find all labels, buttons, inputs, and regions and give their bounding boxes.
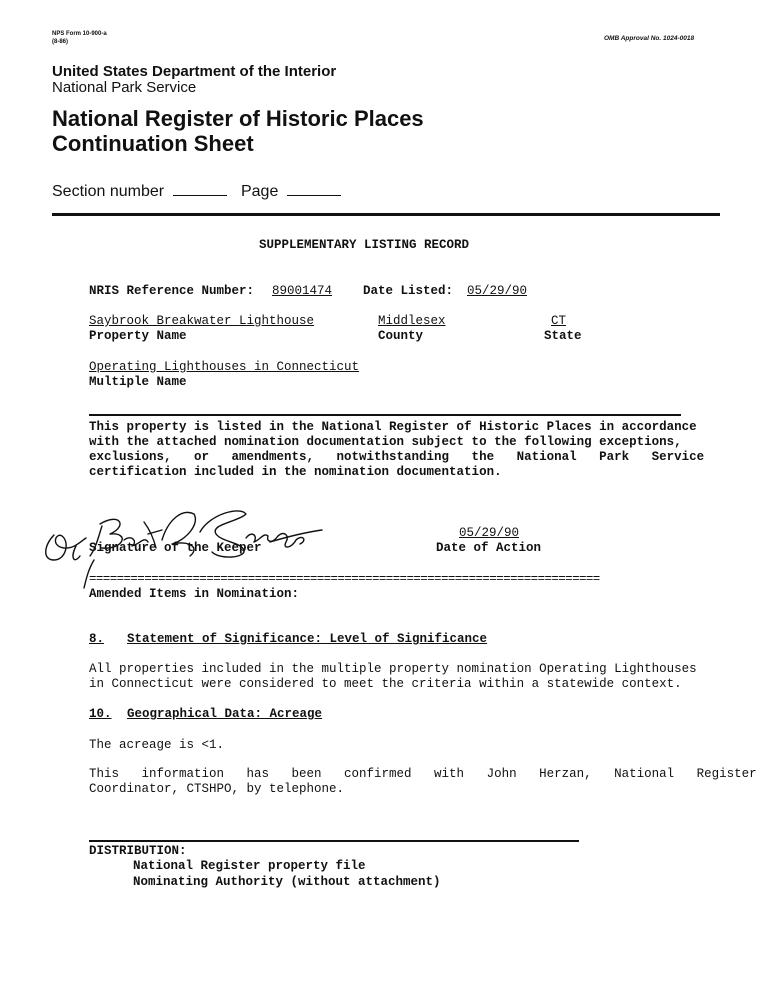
double-line-separator: ========================================================================== (89, 572, 600, 586)
date-listed-label: Date Listed: (363, 284, 454, 298)
section-number-label: Section number (52, 183, 165, 200)
nris-label: NRIS Reference Number: (89, 284, 255, 298)
distribution-item-1: National Register property file (133, 859, 366, 873)
state-value: CT (551, 314, 567, 328)
certification-line-4: certification included in the nomination documentation. (89, 465, 502, 479)
page-subtitle: Continuation Sheet (52, 131, 254, 156)
nris-number: 89001474 (272, 284, 333, 298)
item-8-title: Statement of Significance: Level of Significance (127, 632, 488, 646)
record-heading: SUPPLEMENTARY LISTING RECORD (259, 238, 470, 252)
item-8-line-1: All properties included in the multiple property nomination Operating Lighthouses (89, 662, 697, 676)
item-10-number: 10. (89, 707, 112, 721)
property-name-label: Property Name (89, 329, 187, 343)
distribution-item-2: Nominating Authority (without attachment) (133, 875, 441, 889)
distribution-divider (89, 840, 579, 842)
multiple-name-label: Multiple Name (89, 375, 187, 389)
amended-items-heading: Amended Items in Nomination: (89, 587, 300, 601)
county-label: County (378, 329, 424, 343)
section-number-field (52, 181, 341, 201)
section-number-blank (173, 181, 227, 196)
confirmation-line-2: Coordinator, CTSHPO, by telephone. (89, 782, 345, 796)
distribution-heading: DISTRIBUTION: (89, 844, 187, 858)
property-name-value: Saybrook Breakwater Lighthouse (89, 314, 315, 328)
date-listed-value: 05/29/90 (467, 284, 528, 298)
action-date-value: 05/29/90 (459, 526, 520, 540)
page-label: Page (240, 183, 279, 200)
page-title: National Register of Historic Places (52, 106, 424, 131)
certification-line-2: with the attached nomination documentation subject to the following exceptions, (89, 435, 682, 449)
multiple-name-value: Operating Lighthouses in Connecticut (89, 360, 360, 374)
item-8-line-2: in Connecticut were considered to meet the criteria within a statewide context. (89, 677, 682, 691)
page-number-blank (287, 181, 341, 196)
county-value: Middlesex (378, 314, 446, 328)
item-10-title: Geographical Data: Acreage (127, 707, 323, 721)
header-divider (52, 213, 720, 216)
state-label: State (544, 329, 582, 343)
certification-line-3: exclusions, or amendments, notwithstanding the National Park Service (89, 450, 705, 464)
department-name: United States Department of the Interior (52, 63, 337, 80)
certification-divider (89, 414, 681, 416)
keeper-signature-label: Signature of the Keeper (89, 541, 262, 555)
action-date-label: Date of Action (436, 541, 542, 555)
form-date: (8-86) (52, 39, 69, 45)
certification-line-1: This property is listed in the National Register of Historic Places in accordance (89, 420, 697, 434)
omb-approval: OMB Approval No. 1024-0018 (604, 35, 695, 42)
form-number: NPS Form 10-900-a (52, 31, 107, 37)
confirmation-line-1: This information has been confirmed with John Herzan, National Register (89, 767, 757, 781)
item-8-number: 8. (89, 632, 105, 646)
item-10-text: The acreage is <1. (89, 738, 225, 752)
service-name: National Park Service (52, 79, 197, 96)
